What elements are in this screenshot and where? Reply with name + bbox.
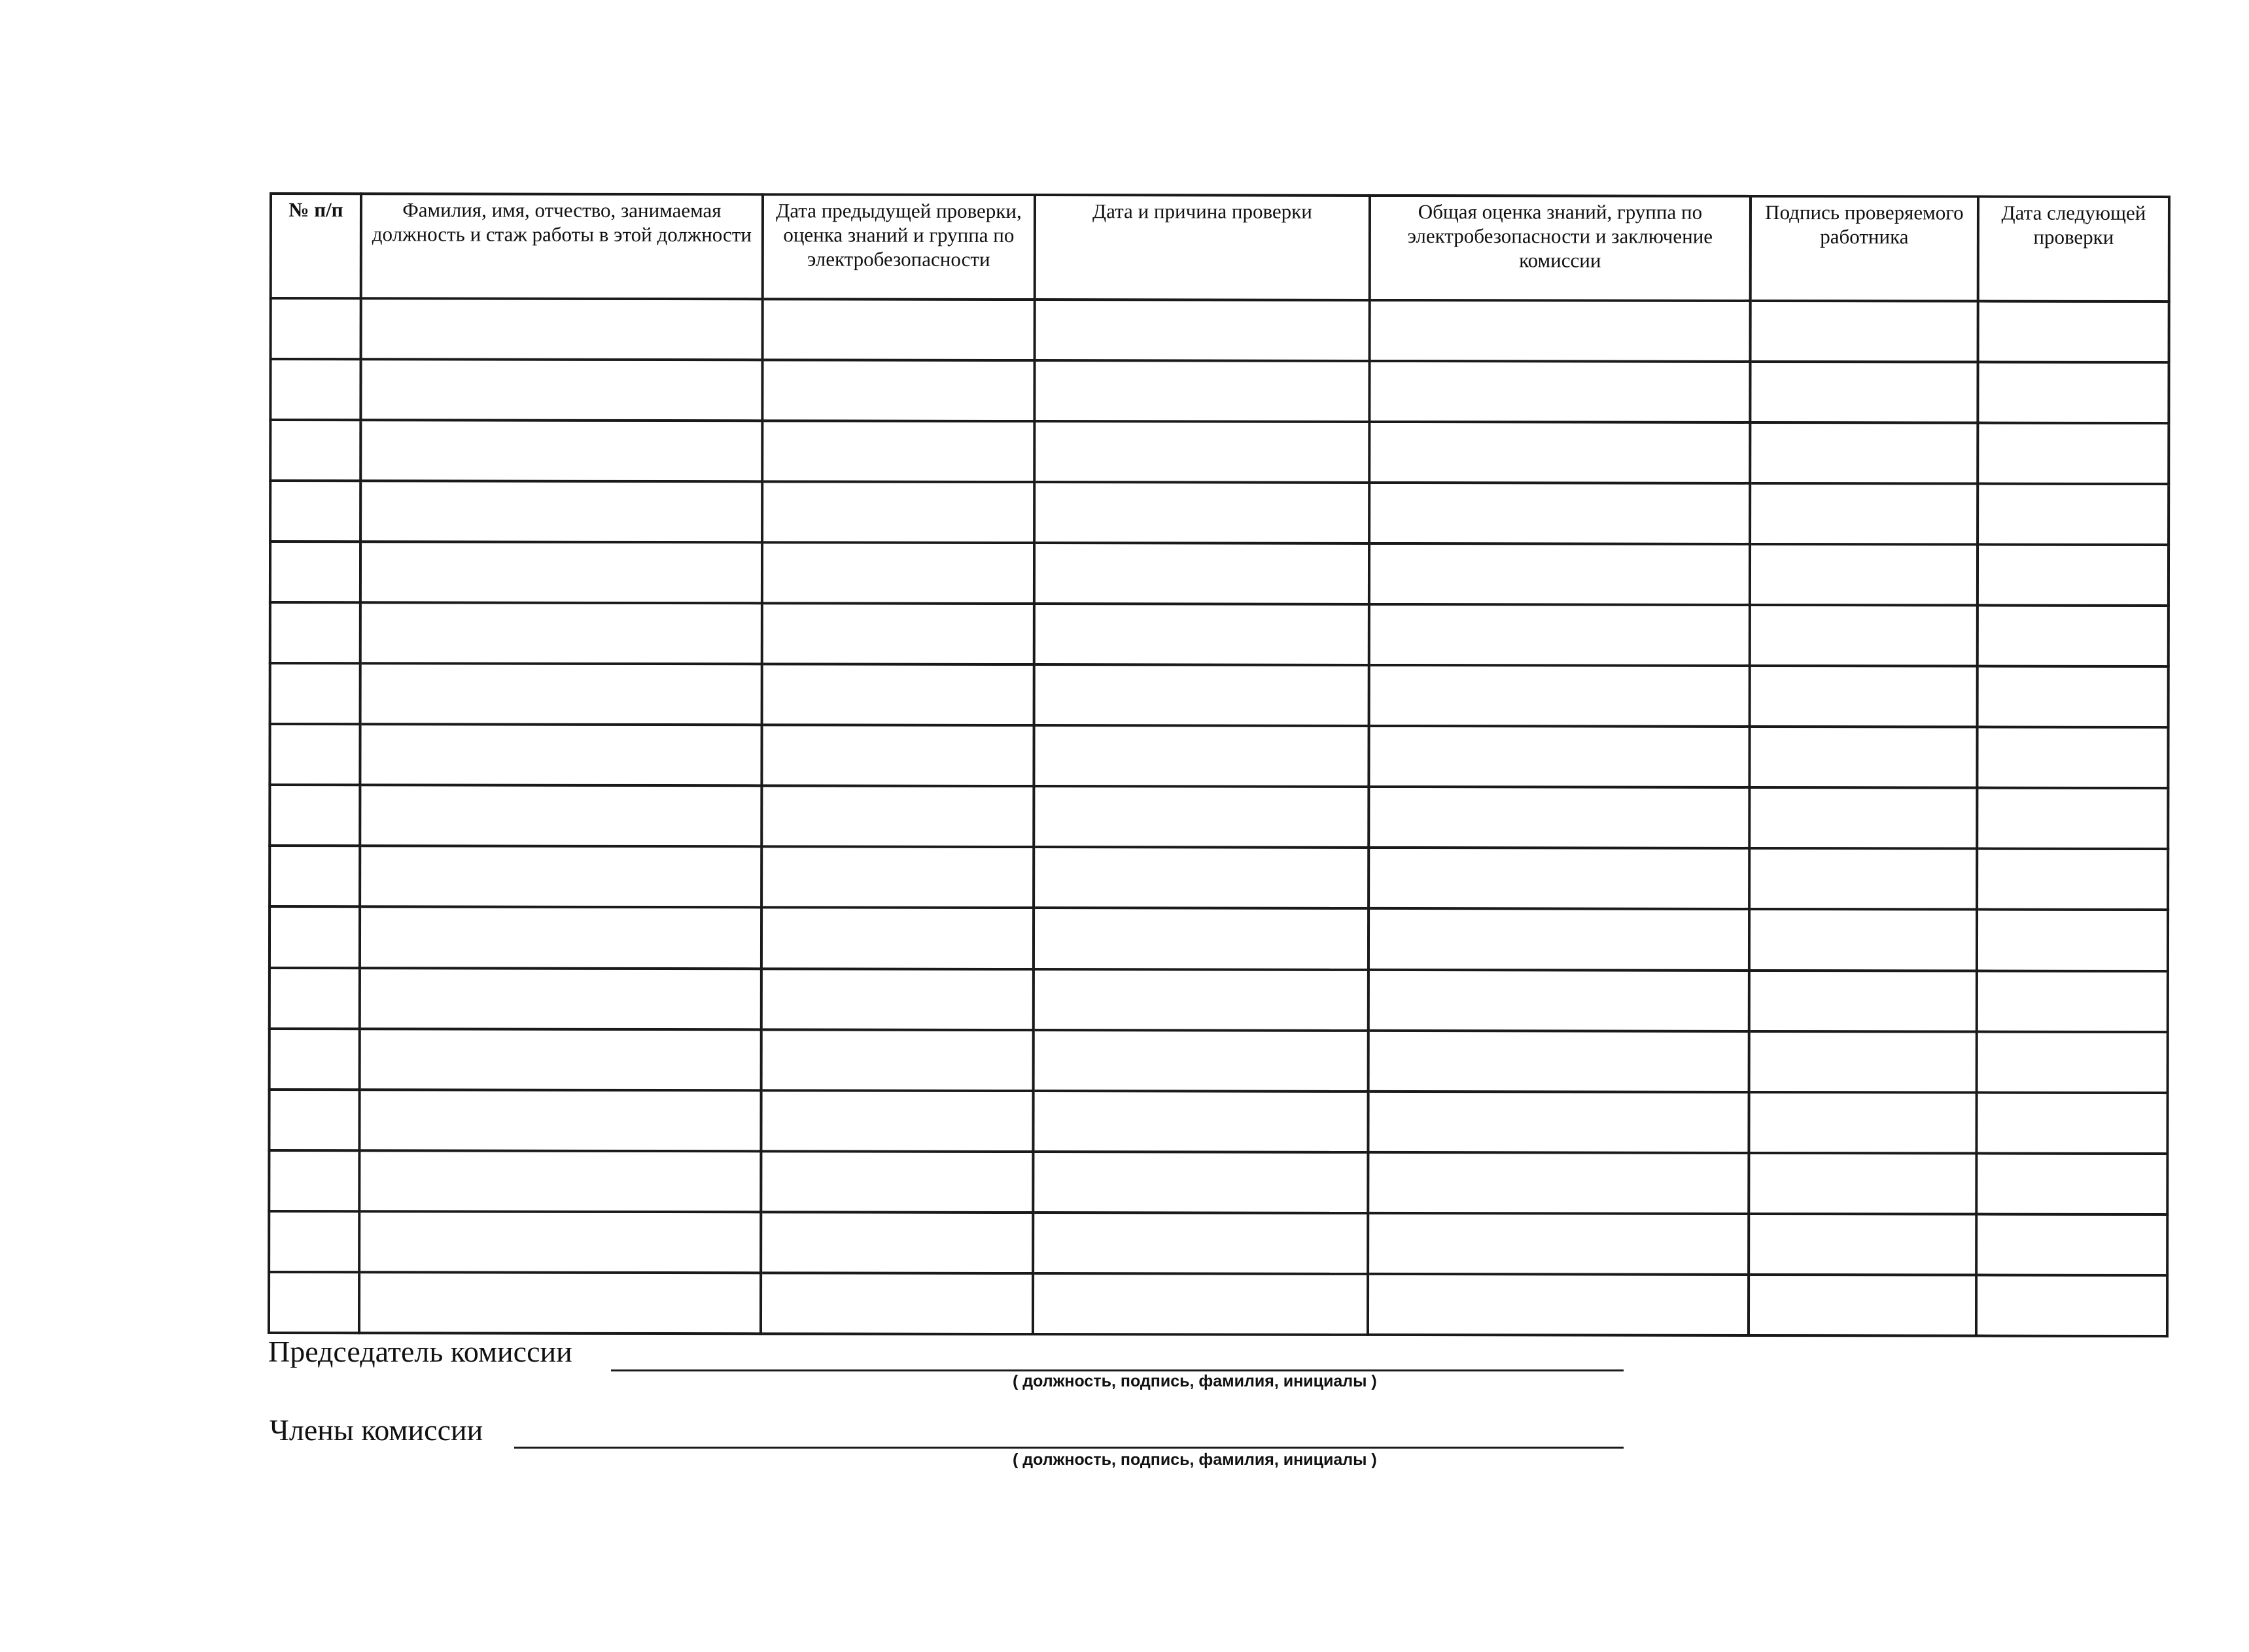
table-cell[interactable] [1370, 300, 1751, 362]
table-row [270, 481, 2169, 545]
table-cell[interactable] [360, 968, 761, 1029]
table-cell[interactable] [1034, 664, 1369, 726]
table-cell[interactable] [1977, 788, 2168, 850]
table-cell[interactable] [360, 664, 762, 725]
table-cell[interactable] [1749, 1153, 1976, 1214]
table-cell[interactable] [763, 299, 1035, 360]
table-cell[interactable] [1033, 1152, 1368, 1213]
table-cell[interactable] [269, 1090, 359, 1150]
table-cell[interactable] [762, 481, 1034, 543]
header-cell-full-name-position: Фамилия, имя, отчество, занимаемая должность и стаж работы в этой должности [361, 194, 763, 299]
table-cell[interactable] [361, 298, 763, 360]
table-cell[interactable] [1978, 666, 2169, 728]
table-cell[interactable] [1977, 971, 2168, 1032]
table-cell[interactable] [360, 542, 762, 603]
table-cell[interactable] [1750, 666, 1978, 727]
table-cell[interactable] [1369, 908, 1749, 970]
table-cell[interactable] [1033, 1091, 1368, 1152]
table-cell[interactable] [1749, 727, 1977, 788]
table-cell[interactable] [761, 725, 1034, 787]
table-cell[interactable] [1034, 1030, 1369, 1092]
table-cell[interactable] [1976, 1214, 2167, 1275]
table-row [270, 420, 2169, 484]
table-cell[interactable] [270, 542, 360, 602]
header-cell-previous-check: Дата предыдущей проверки, оценка знаний и группа по электробезопасности [763, 194, 1035, 300]
table-row [270, 1029, 2168, 1093]
knowledge-check-journal-table [268, 192, 2171, 1337]
table-cell[interactable] [1369, 483, 1750, 544]
members-signature-line[interactable] [514, 1447, 1624, 1449]
table-cell[interactable] [360, 359, 762, 421]
table-row [270, 663, 2169, 727]
chairman-label: Председатель комиссии [268, 1335, 572, 1368]
table-cell[interactable] [359, 1150, 761, 1212]
table-cell[interactable] [762, 421, 1034, 482]
table-cell[interactable] [360, 420, 762, 481]
table-cell[interactable] [1034, 482, 1369, 543]
table-cell[interactable] [270, 663, 360, 724]
table-cell[interactable] [271, 298, 361, 359]
table-cell[interactable] [1368, 1092, 1749, 1153]
table-cell[interactable] [1369, 361, 1750, 422]
chairman-signature-line[interactable] [611, 1369, 1624, 1371]
table-row [269, 1150, 2167, 1214]
table-row [270, 785, 2168, 849]
table-cell[interactable] [1035, 300, 1370, 361]
table-cell[interactable] [761, 1212, 1033, 1273]
table-cell[interactable] [1368, 1274, 1749, 1335]
table-cell[interactable] [1369, 665, 1750, 727]
table-cell[interactable] [270, 968, 360, 1029]
table-cell[interactable] [1368, 1152, 1749, 1214]
table-cell[interactable] [1977, 1031, 2168, 1093]
table-cell[interactable] [1978, 545, 2169, 606]
table-cell[interactable] [1976, 1092, 2167, 1154]
table-cell[interactable] [1749, 1092, 1976, 1154]
journal-table-wrapper [268, 192, 2168, 1337]
table-cell[interactable] [270, 420, 360, 481]
table-cell[interactable] [761, 1090, 1033, 1152]
table-cell[interactable] [761, 1029, 1034, 1091]
table-cell[interactable] [1978, 423, 2169, 485]
table-cell[interactable] [270, 602, 360, 663]
table-cell[interactable] [1977, 727, 2168, 789]
table-cell[interactable] [762, 360, 1034, 421]
table-cell[interactable] [761, 1151, 1033, 1213]
table-cell[interactable] [269, 1211, 359, 1272]
table-cell[interactable] [762, 664, 1034, 726]
table-cell[interactable] [1034, 786, 1369, 848]
table-cell[interactable] [1750, 544, 1978, 606]
table-cell[interactable] [270, 359, 360, 420]
table-cell[interactable] [1749, 1031, 1977, 1093]
table-cell[interactable] [270, 724, 360, 785]
table-row [270, 542, 2169, 606]
table-cell[interactable] [1976, 1153, 2167, 1214]
table-row [270, 359, 2169, 423]
table-cell[interactable] [1034, 969, 1369, 1031]
table-cell[interactable] [762, 543, 1034, 604]
table-cell[interactable] [761, 847, 1034, 908]
table-cell[interactable] [1749, 787, 1977, 849]
table-cell[interactable] [1034, 908, 1369, 970]
table-cell[interactable] [359, 1272, 761, 1334]
table-cell[interactable] [360, 602, 762, 664]
table-cell[interactable] [1033, 1273, 1368, 1335]
table-cell[interactable] [1369, 969, 1749, 1031]
header-row [271, 194, 2169, 301]
table-cell[interactable] [270, 785, 360, 846]
table-body [269, 298, 2169, 1336]
table-cell[interactable] [1034, 543, 1369, 604]
table-cell[interactable] [761, 908, 1034, 969]
table-cell[interactable] [1369, 543, 1750, 605]
table-cell[interactable] [360, 481, 762, 542]
table-cell[interactable] [1978, 301, 2169, 363]
table-cell[interactable] [1749, 970, 1977, 1031]
table-cell[interactable] [1978, 362, 2169, 424]
table-cell[interactable] [761, 969, 1034, 1030]
table-cell[interactable] [1749, 848, 1977, 910]
table-row [270, 906, 2168, 971]
table-cell[interactable] [360, 785, 761, 847]
table-cell[interactable] [1369, 604, 1750, 666]
table-cell[interactable] [1369, 787, 1749, 848]
header-cell-employee-signature: Подпись проверяемого работника [1751, 196, 1978, 301]
table-cell[interactable] [762, 604, 1034, 665]
table-cell[interactable] [269, 1272, 359, 1333]
table-cell[interactable] [1034, 725, 1369, 787]
table-cell[interactable] [270, 1029, 360, 1090]
table-cell[interactable] [1751, 301, 1978, 362]
table-cell[interactable] [359, 1211, 761, 1273]
table-cell[interactable] [1750, 605, 1978, 666]
table-row [270, 846, 2168, 910]
table-cell[interactable] [1750, 422, 1978, 484]
table-cell[interactable] [1750, 483, 1978, 545]
table-cell[interactable] [1978, 484, 2169, 545]
table-cell[interactable] [1368, 1213, 1749, 1275]
table-cell[interactable] [270, 906, 360, 967]
header-cell-number: № п/п [271, 194, 361, 298]
table-cell[interactable] [1976, 1275, 2167, 1336]
table-cell[interactable] [360, 907, 761, 969]
table-row [270, 602, 2169, 666]
header-cell-check-date-reason: Дата и причина проверки [1035, 195, 1370, 300]
members-label: Члены комиссии [270, 1413, 483, 1447]
table-row [269, 1272, 2167, 1336]
table-cell[interactable] [360, 1029, 761, 1090]
table-cell[interactable] [269, 1150, 359, 1211]
table-row [270, 724, 2168, 788]
table-cell[interactable] [1750, 362, 1978, 423]
table-cell[interactable] [1978, 606, 2169, 667]
table-row [270, 968, 2168, 1032]
table-cell[interactable] [761, 786, 1034, 848]
table-cell[interactable] [761, 1273, 1033, 1334]
table-cell[interactable] [1749, 1275, 1976, 1336]
table-cell[interactable] [1034, 360, 1369, 422]
table-row [271, 298, 2169, 362]
table-cell[interactable] [1034, 604, 1369, 665]
table-cell[interactable] [1369, 422, 1750, 483]
table-cell[interactable] [1749, 909, 1977, 971]
table-cell[interactable] [1033, 1213, 1368, 1274]
table-cell[interactable] [1034, 421, 1369, 483]
members-hint: ( должность, подпись, фамилия, инициалы ) [1013, 1451, 1377, 1469]
chairman-hint: ( должность, подпись, фамилия, инициалы ) [1013, 1372, 1377, 1390]
table-cell[interactable] [1369, 848, 1749, 909]
table-cell[interactable] [360, 846, 761, 908]
table-cell[interactable] [1977, 849, 2168, 910]
table-cell[interactable] [1369, 726, 1749, 787]
header-cell-overall-assessment: Общая оценка знаний, группа по электробезопасности и заключение комиссии [1370, 196, 1751, 301]
table-cell[interactable] [1749, 1214, 1976, 1275]
table-cell[interactable] [1034, 847, 1369, 908]
table-cell[interactable] [1977, 910, 2168, 971]
header-cell-next-check-date: Дата следующей проверки [1978, 197, 2169, 302]
table-cell[interactable] [359, 1090, 761, 1151]
table-cell[interactable] [270, 481, 360, 542]
table-cell[interactable] [1369, 1030, 1749, 1092]
table-cell[interactable] [360, 725, 761, 786]
table-row [269, 1211, 2167, 1275]
table-row [269, 1090, 2167, 1154]
table-cell[interactable] [270, 846, 360, 906]
